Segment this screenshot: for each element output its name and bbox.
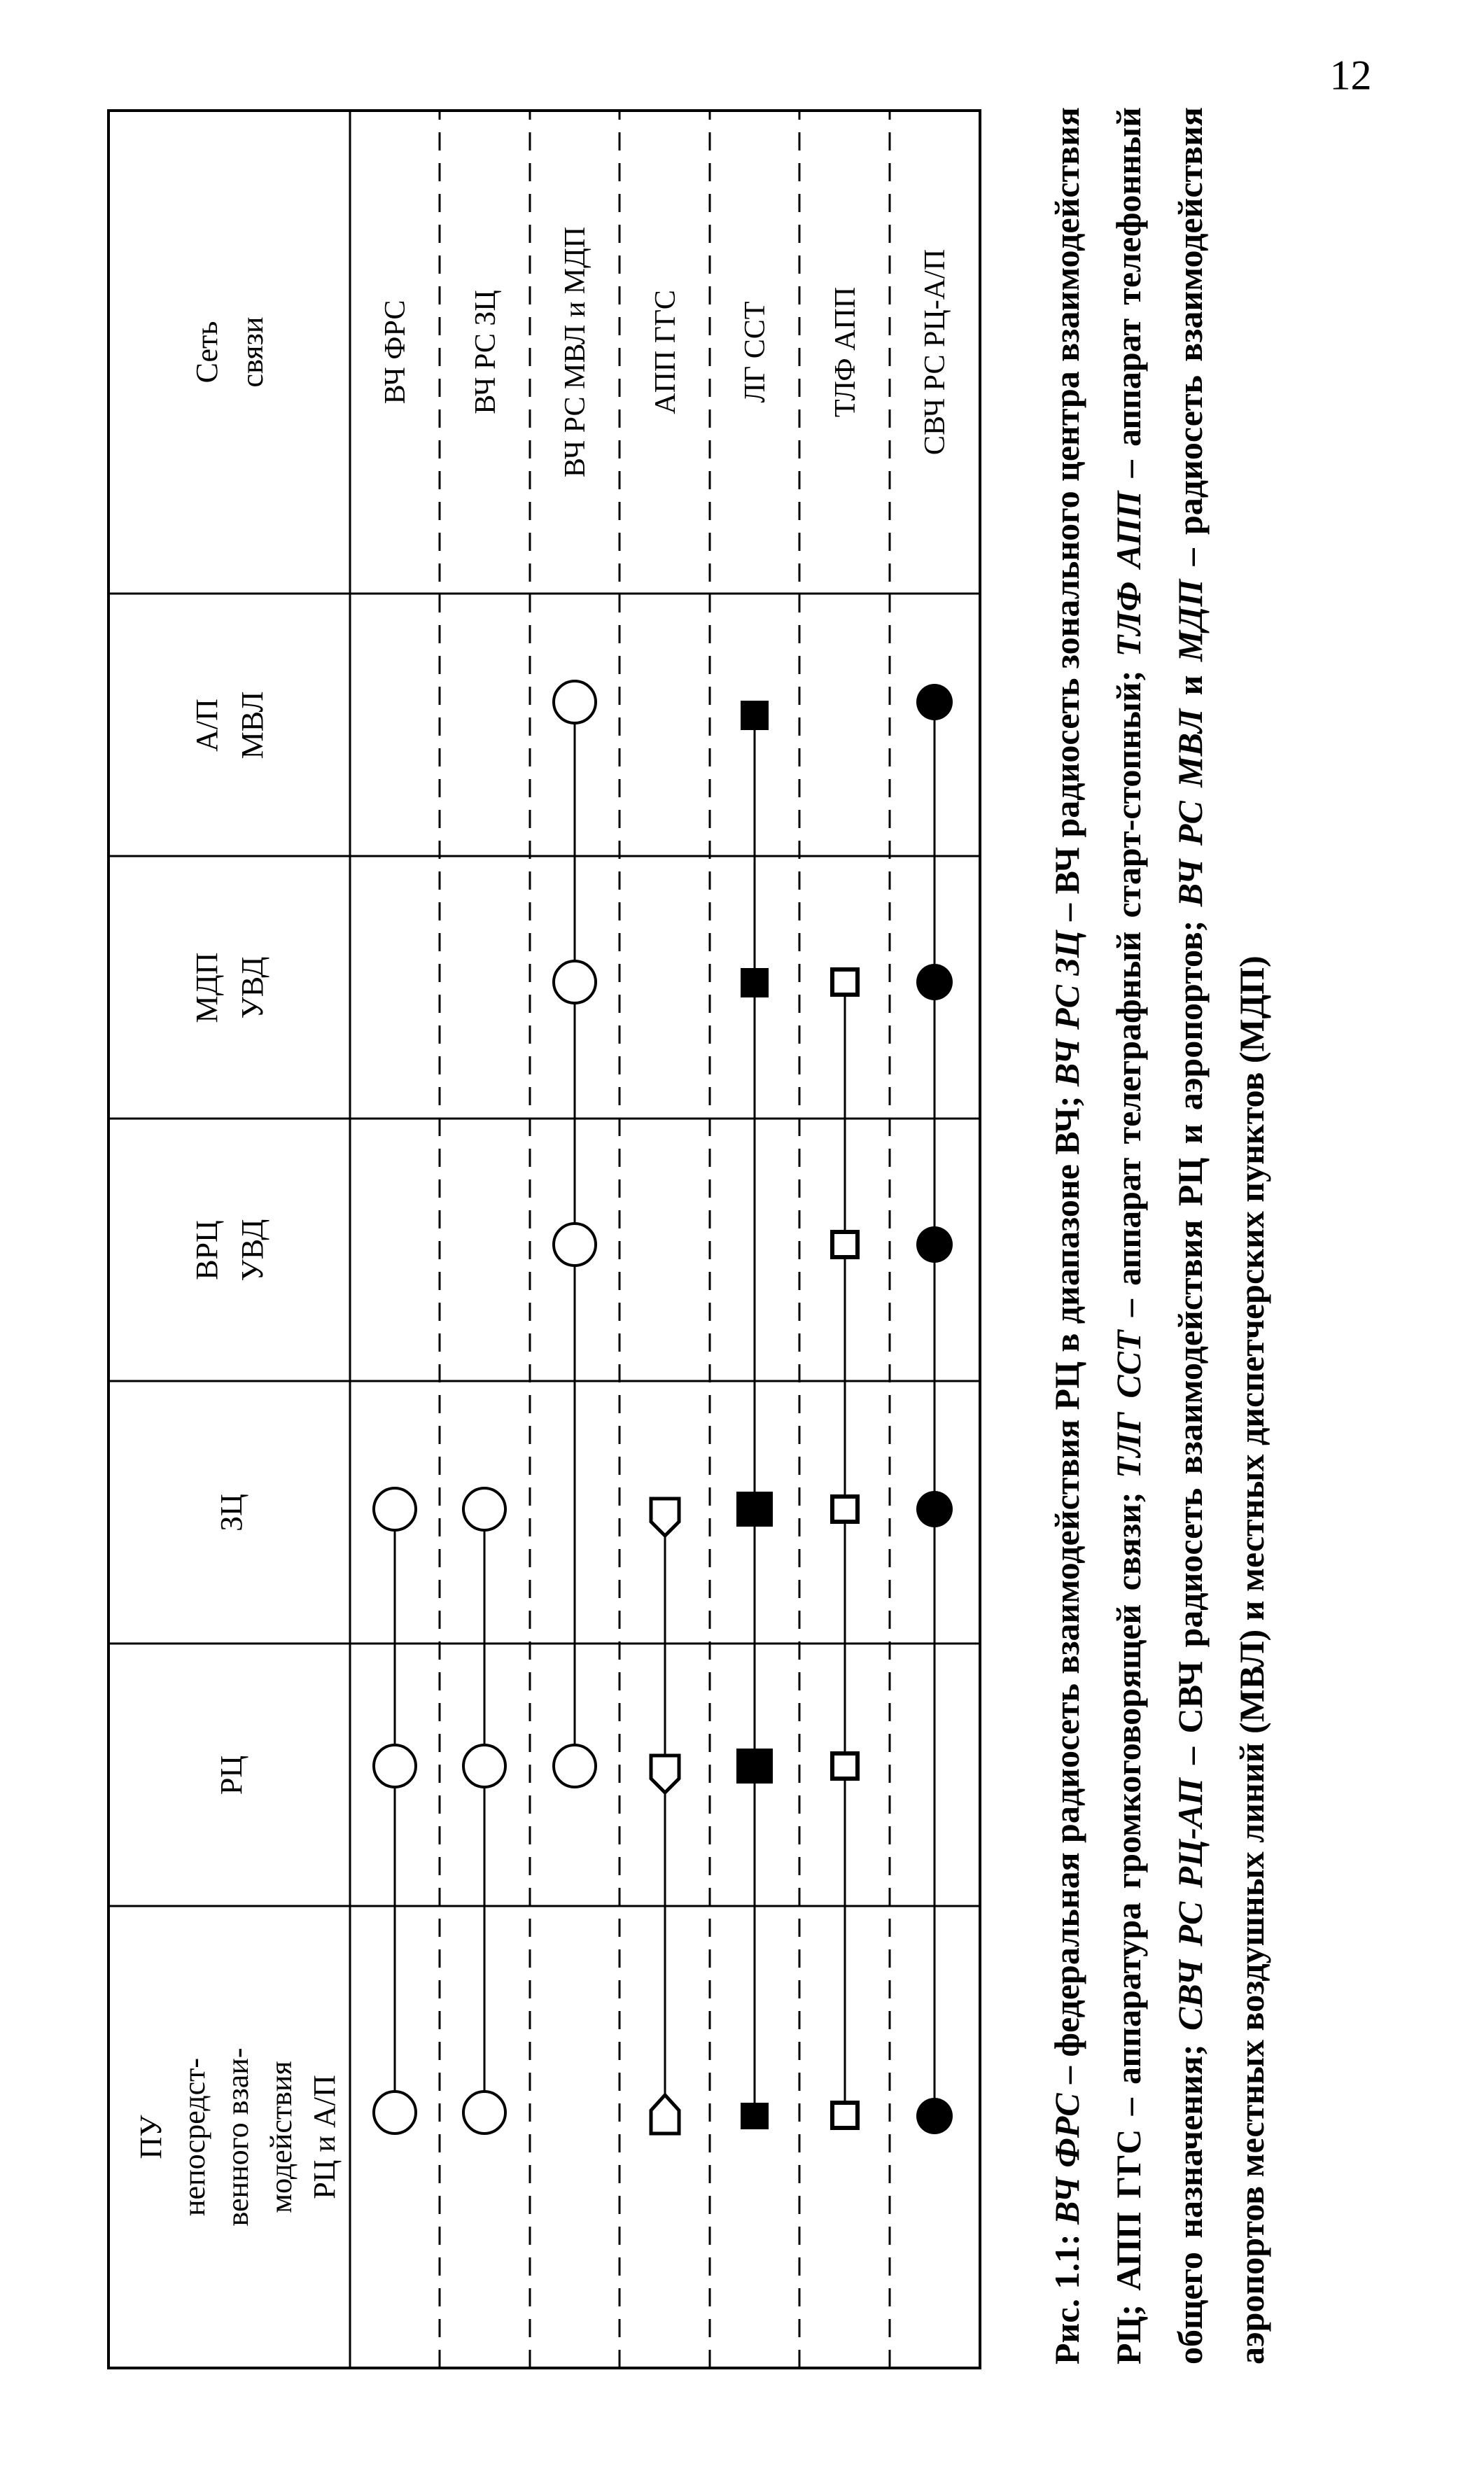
header-vrc-line-2: УВД — [235, 1219, 270, 1282]
square-filled-marker — [736, 1749, 773, 1784]
caption-text: – федеральная радиосеть взаимодействия РЦ в диапазоне ВЧ; — [1047, 1086, 1086, 2094]
row-links-tlf-app — [832, 969, 858, 2128]
caption-text: – ВЧ радиосеть зонального центра взаимодействия РЦ; АПП ГГС – аппаратура громкоговорящей связи; — [1047, 107, 1148, 2365]
header-pu-line-5: РЦ и А/П — [307, 2075, 342, 2199]
square-filled-marker — [741, 2103, 769, 2129]
header-ap-line-1: А/П — [190, 699, 224, 752]
square-hollow-marker — [832, 2103, 858, 2128]
circle-open-marker — [554, 961, 596, 1003]
caption-term-tlg-sst: ТЛГ ССТ — [1109, 1330, 1148, 1479]
square-filled-marker — [741, 701, 769, 730]
row-links-svch-rs-rc-ap — [916, 684, 953, 2134]
circle-filled-marker — [916, 1491, 953, 1527]
circle-filled-marker — [916, 964, 953, 1000]
caption-text: – СВЧ радиосеть взаимодействия РЦ и аэропортов; — [1170, 906, 1210, 1779]
row-links-app-ggs — [651, 1499, 679, 2134]
caption-term-vch-rs-mvl: ВЧ РС МВЛ — [1170, 708, 1210, 907]
circle-filled-marker — [916, 684, 953, 720]
row-label-vch-frs: ВЧ ФРС — [379, 300, 412, 405]
header-mdp-line-2: УВД — [235, 956, 270, 1019]
row-label-tlf-app: ТЛФ АПП — [830, 286, 862, 418]
header-pu-line-1: ПУ — [134, 2115, 168, 2159]
row-label-vch-rs-mvl-mdp: ВЧ РС МВЛ и МДП — [559, 226, 592, 478]
circle-open-marker — [374, 1745, 416, 1787]
circle-open-marker — [554, 681, 596, 723]
caption-term-vch-rs-zc: ВЧ РС ЗЦ — [1047, 930, 1086, 1087]
arrow-pentagon-marker — [651, 2095, 679, 2134]
page-number: 12 — [1329, 52, 1372, 99]
square-hollow-marker — [832, 1753, 858, 1779]
caption-text: и — [1170, 661, 1210, 709]
circle-open-marker — [554, 1745, 596, 1787]
row-label-app-ggs: АПП ГГС — [650, 290, 682, 414]
header-rc: РЦ — [214, 1755, 248, 1795]
circle-open-marker — [374, 1488, 416, 1530]
square-hollow-marker — [832, 1232, 858, 1257]
header-ap-line-2: МВЛ — [235, 691, 270, 759]
header-zc: ЗЦ — [214, 1494, 248, 1532]
header-pu-line-3: венного взаи- — [220, 2047, 255, 2227]
circle-open-marker — [463, 2092, 505, 2134]
header-pu-line-4: модействия — [264, 2061, 298, 2213]
caption-text: – аппарат телефонный общего назначения; — [1109, 107, 1210, 2365]
square-filled-marker — [736, 1492, 773, 1527]
row-label-vch-rs-zc: ВЧ РС ЗЦ — [470, 290, 502, 414]
header-vrc-line-1: ВРЦ — [190, 1220, 224, 1280]
caption-text: – радиосеть взаимодействия аэропортов местных воздушных линий (МВЛ) и местных диспетчерских пунктов (МДП) — [1170, 106, 1271, 2365]
caption-prefix: Рис. 1.1: — [1047, 2224, 1086, 2365]
header-pu-line-2: непосредст- — [177, 2058, 211, 2216]
row-links-vch-rs-mvl-mdp — [554, 681, 596, 1787]
figure-caption — [1036, 107, 1282, 2365]
arrow-pentagon-marker — [651, 1756, 679, 1793]
circle-open-marker — [374, 2092, 416, 2134]
header-net-line-2: связи — [235, 316, 270, 388]
caption-term-vch-frs: ВЧ ФРС — [1047, 2093, 1086, 2225]
row-links-vch-rs-zc — [463, 1488, 505, 2134]
circle-filled-marker — [916, 2098, 953, 2134]
circle-open-marker — [463, 1488, 505, 1530]
header-vrc — [190, 1219, 270, 1282]
square-filled-marker — [741, 968, 769, 997]
caption-term-tlf-app: ТЛФ АПП — [1109, 491, 1148, 657]
circle-open-marker — [463, 1745, 505, 1787]
caption-term-svch-rs-rc-ap: СВЧ РС РЦ-АП — [1170, 1778, 1210, 2031]
header-mdp-line-1: МДП — [190, 952, 224, 1023]
header-pu — [134, 2048, 342, 2227]
header-ap — [190, 692, 270, 759]
header-net-line-1: Сеть — [190, 321, 224, 384]
square-hollow-marker — [832, 1497, 858, 1522]
circle-open-marker — [554, 1224, 596, 1266]
caption-text: – аппарат телеграфный старт-стопный; — [1109, 657, 1148, 1331]
caption-term-mdp: МДП — [1170, 579, 1210, 662]
row-label-svch-rs-rc-ap: СВЧ РС РЦ-А/П — [919, 248, 951, 456]
row-links-vch-frs — [374, 1488, 416, 2134]
square-hollow-marker — [832, 969, 858, 995]
header-net — [190, 317, 270, 388]
header-mdp — [190, 953, 270, 1023]
row-label-lg-sst: ЛГ ССТ — [739, 301, 771, 403]
arrow-pentagon-marker — [651, 1499, 679, 1536]
circle-filled-marker — [916, 1226, 953, 1263]
row-links-lg-sst — [736, 701, 773, 2129]
